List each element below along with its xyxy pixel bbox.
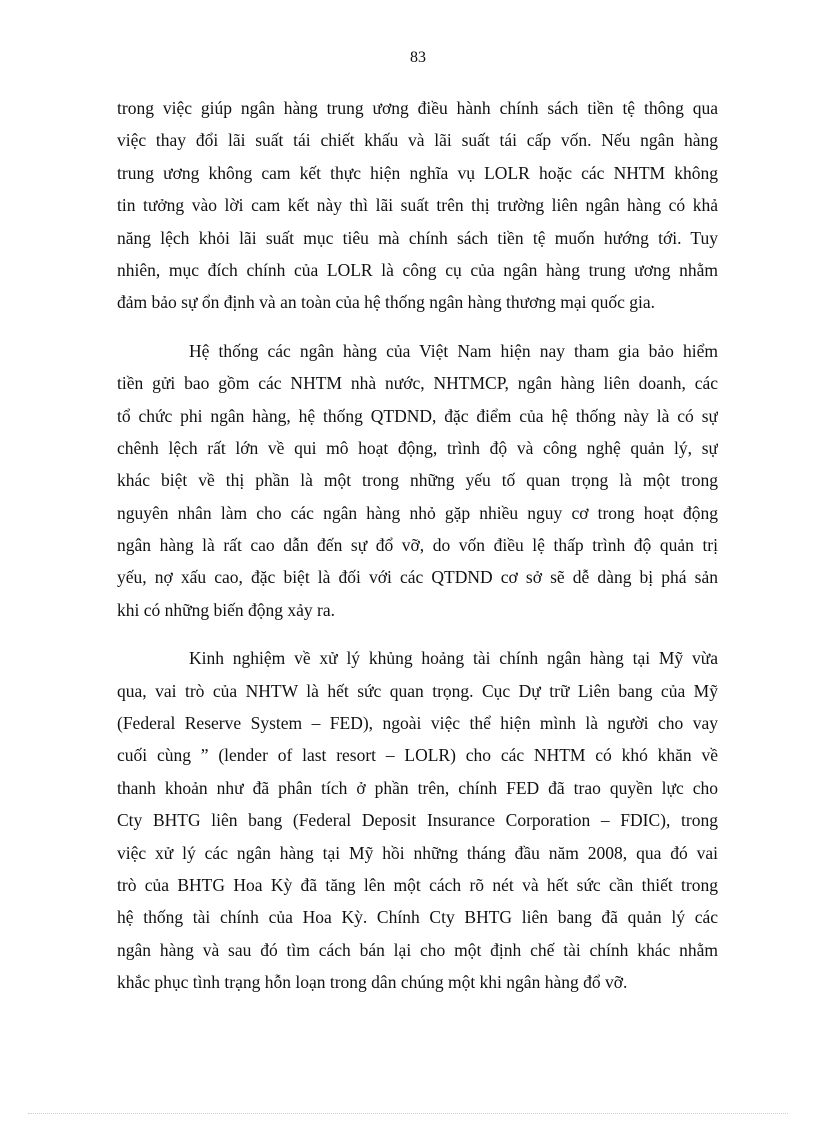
text-line: trong việc giúp ngân hàng trung ương điều hành chính sách tiền tệ thông qua (117, 98, 718, 118)
text-line: nhiên, mục đích chính của LOLR là công cụ của ngân hàng trung ương nhằm (117, 259, 718, 280)
text-line: đảm bảo sự ổn định và an toàn của hệ thống ngân hàng thương mại quốc gia. (117, 292, 656, 313)
text-line: trung ương không cam kết thực hiện nghĩa vụ LOLR hoặc các NHTM không (117, 162, 718, 183)
text-line: việc xử lý các ngân hàng tại Mỹ hồi những tháng đầu năm 2008, qua đó vai (117, 842, 718, 863)
text-line: Kinh nghiệm về xử lý khủng hoảng tài chính ngân hàng tại Mỹ vừa (189, 648, 718, 669)
text-line: khi có những biến động xảy ra. (117, 599, 335, 620)
text-line: yếu, nợ xấu cao, đặc biệt là đối với các QTDND cơ sở sẽ dễ dàng bị phá sản (117, 567, 718, 588)
text-line: cuối cùng ” (lender of last resort – LOLR) cho các NHTM có khó khăn về (117, 745, 718, 766)
text-line: (Federal Reserve System – FED), ngoài việc thể hiện mình là người cho vay (117, 713, 718, 734)
text-line: hệ thống tài chính của Hoa Kỳ. Chính Cty BHTG liên bang đã quản lý các (117, 907, 718, 928)
text-line: năng lệch khỏi lãi suất mục tiêu mà chính sách tiền tệ muốn hướng tới. Tuy (117, 227, 718, 248)
paragraph-spacer (117, 626, 718, 642)
text-line: nguyên nhân làm cho các ngân hàng nhỏ gặp nhiều nguy cơ trong hoạt động (117, 502, 718, 523)
paragraph-us-crisis-experience (117, 642, 718, 998)
body-text (117, 92, 718, 999)
text-line: tổ chức phi ngân hàng, hệ thống QTDND, đặc điểm của hệ thống này là có sự (117, 405, 718, 426)
text-line: khắc phục tình trạng hỗn loạn trong dân chúng một khi ngân hàng đổ vỡ. (117, 972, 628, 993)
page-bottom-divider (28, 1113, 788, 1114)
text-line: chênh lệch rất lớn về qui mô hoạt động, trình độ và công nghệ quản lý, sự (117, 437, 718, 458)
text-line: thanh khoản như đã phân tích ở phần trên, chính FED đã trao quyền lực cho (117, 777, 718, 798)
text-line: trò của BHTG Hoa Kỳ đã tăng lên một cách rõ nét và hết sức cần thiết trong (117, 874, 718, 895)
text-line: tiền gửi bao gồm các NHTM nhà nước, NHTMCP, ngân hàng liên doanh, các (117, 373, 718, 394)
text-line: qua, vai trò của NHTW là hết sức quan trọng. Cục Dự trữ Liên bang của Mỹ (117, 680, 718, 701)
text-line: khác biệt về thị phần là một trong những yếu tố quan trọng là một trong (117, 470, 718, 491)
page-number: 83 (410, 49, 426, 66)
text-line: ngân hàng là rất cao dẫn đến sự đổ vỡ, do vốn điều lệ thấp trình độ quản trị (117, 535, 718, 556)
paragraph-vietnam-banking-system (117, 335, 718, 627)
text-line: Hệ thống các ngân hàng của Việt Nam hiện nay tham gia bảo hiểm (189, 340, 718, 361)
paragraph-spacer (117, 319, 718, 335)
text-line: Cty BHTG liên bang (Federal Deposit Insurance Corporation – FDIC), trong (117, 810, 718, 831)
text-line: ngân hàng và sau đó tìm cách bán lại cho một định chế tài chính khác nhằm (117, 939, 718, 960)
text-line: tin tưởng vào lời cam kết này thì lãi suất trên thị trường liên ngân hàng có khả (117, 195, 718, 216)
paragraph-lolr-role (117, 92, 718, 319)
text-line: việc thay đổi lãi suất tái chiết khấu và lãi suất tái cấp vốn. Nếu ngân hàng (117, 130, 718, 151)
